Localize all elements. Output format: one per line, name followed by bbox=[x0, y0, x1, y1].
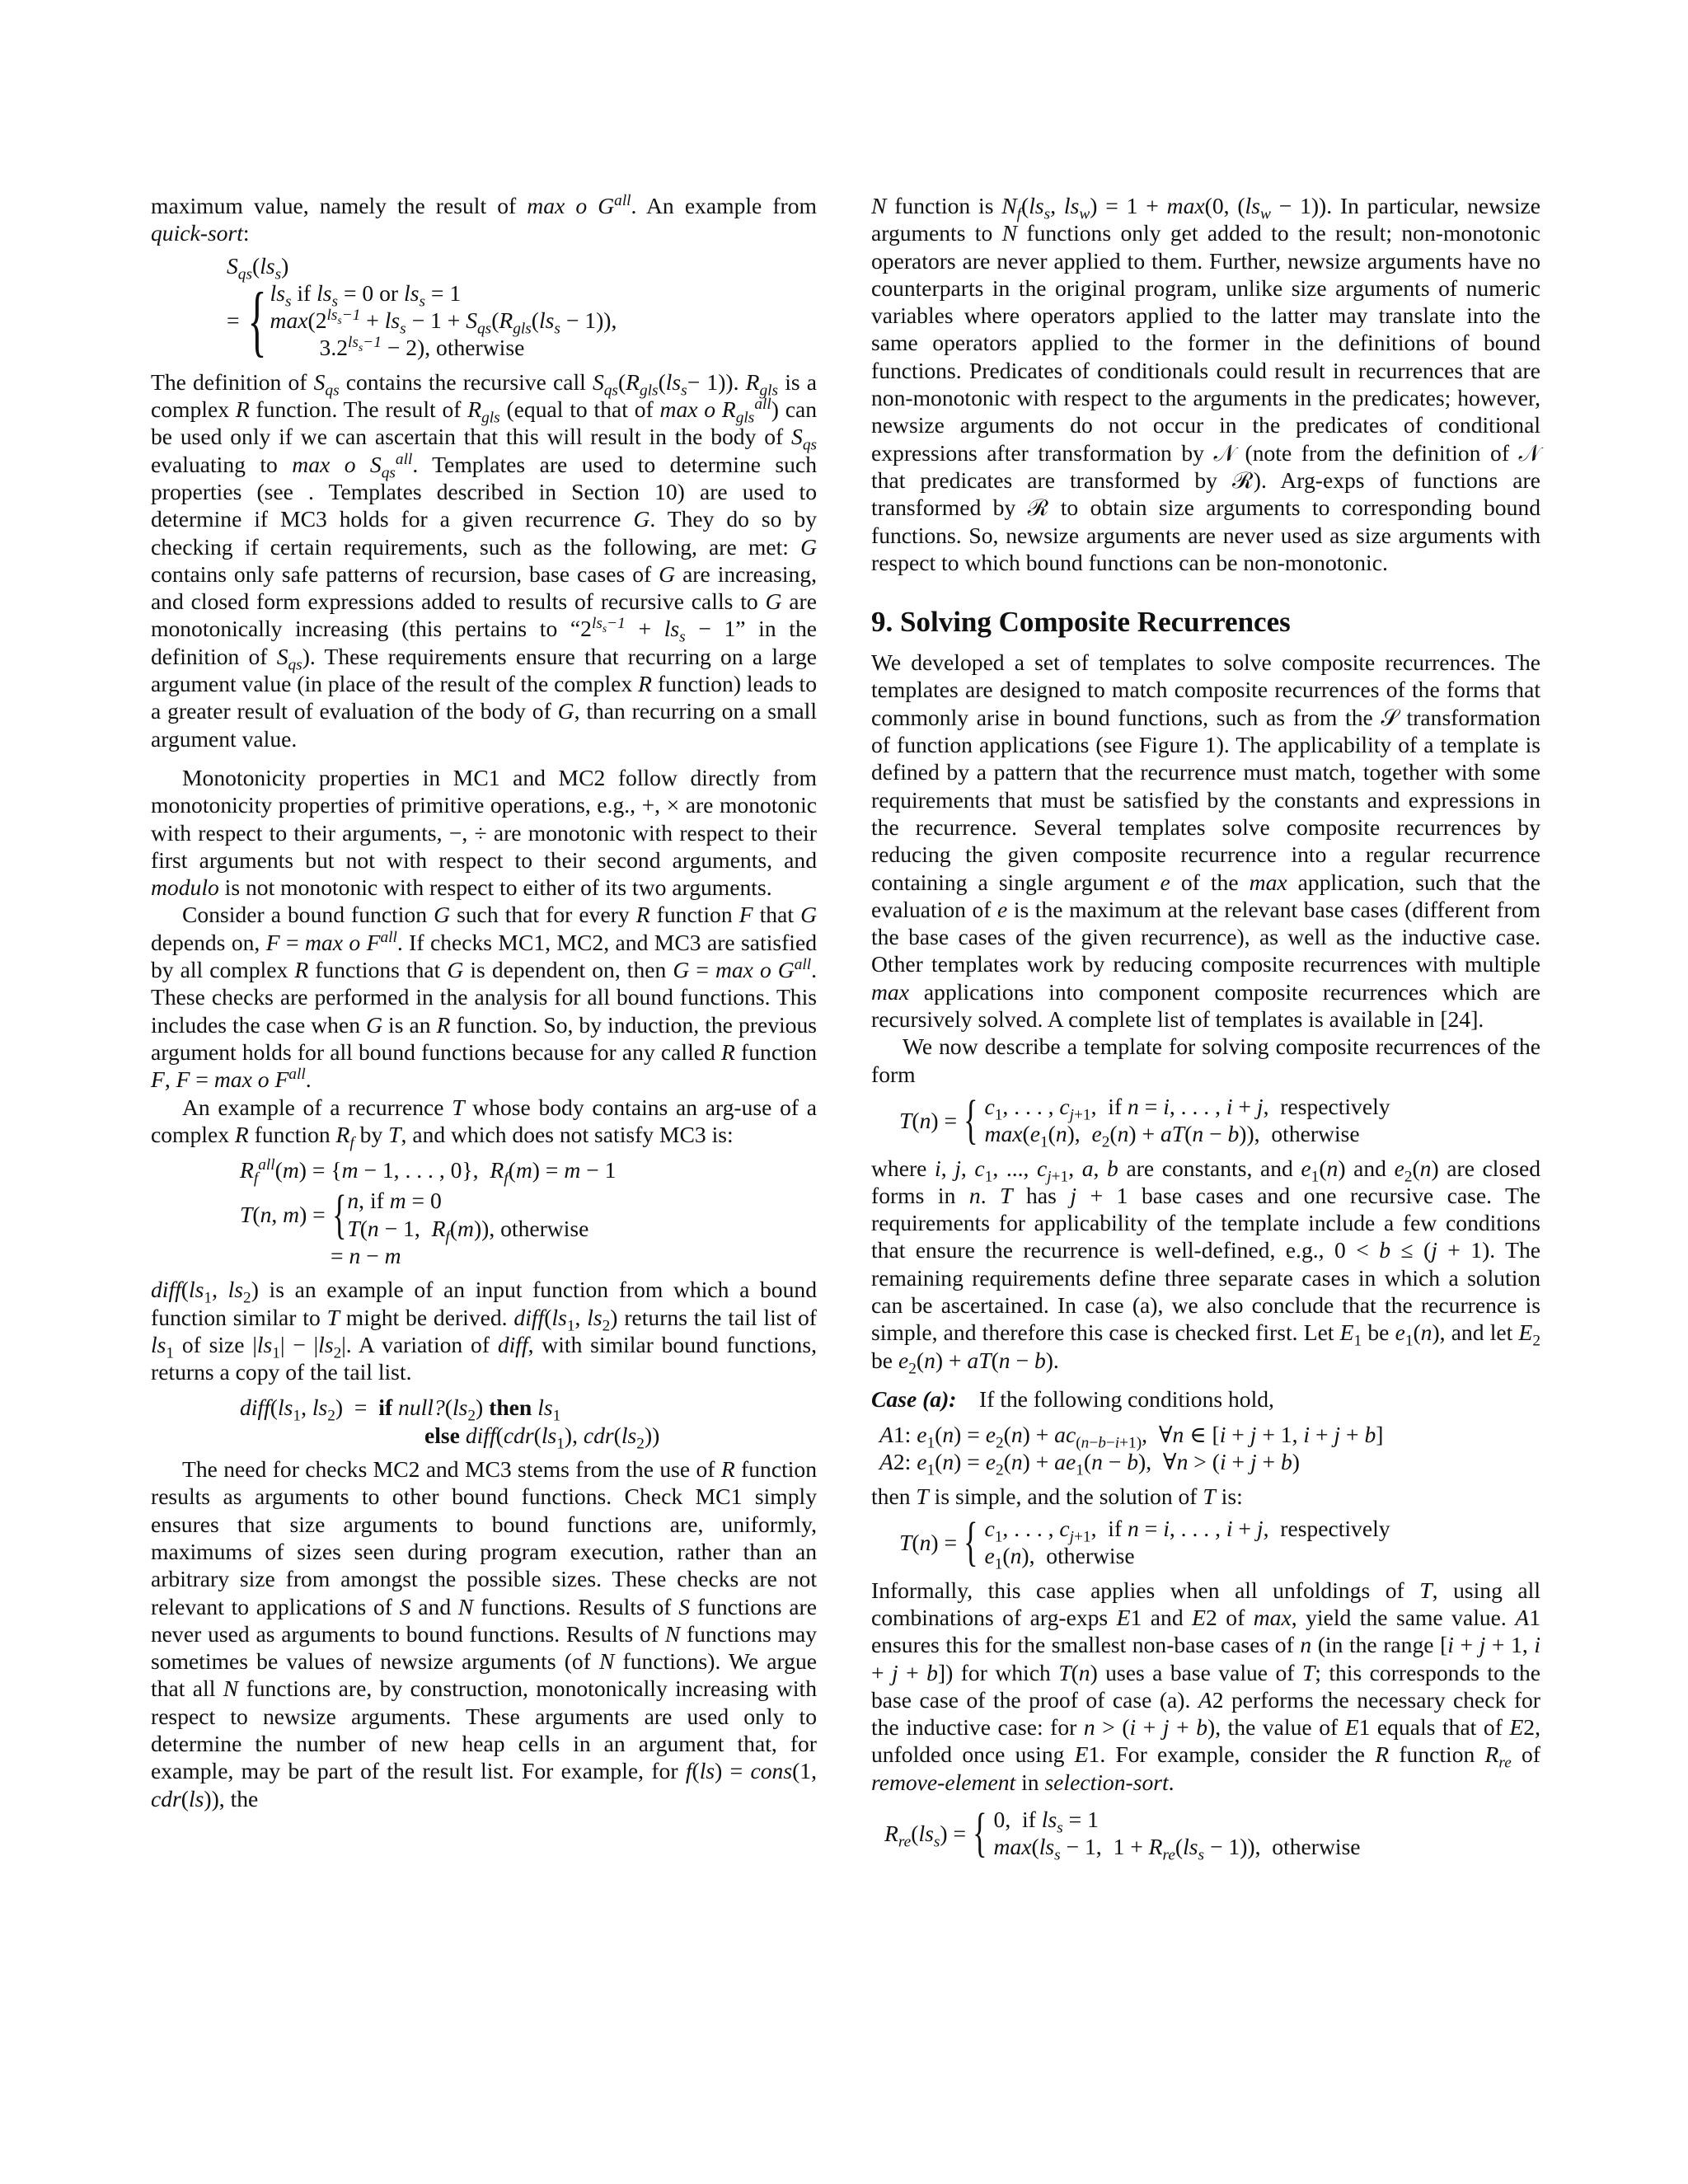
paragraph-where: where i, j, $c_1$, ..., $c_{j+1}$, a, b are constants, and $e_1(n)$ and $e_2(n)$ are closed forms in n. T has j + 1 base cases and one recursive case. The requirements for applicability of the template include a few conditions that ensure the recurrence is well-defined, e.g., 0 < b ≤ (j + 1). The remaining requirements define three separate cases in which a solution can be ascertained. In case (a), we also conclude that the recurrence is simple, and therefore this case is checked first. Let $E_1$ be $e_1(n)$, and let $E_2$ be $e_2(n) + aT(n - b)$. bbox=[871, 1155, 1541, 1378]
paragraph-describe: We now describe a template for solving composite recurrences of the form bbox=[871, 1033, 1540, 1087]
section-heading: 9. Solving Composite Recurrences bbox=[871, 606, 1291, 639]
equation-rf-t: $R_f^{all}(m) = \{m - 1$, . . . , 0}, $R_f(m) = m - 1$ T(n, m) = { n, if m = 0 T(n − 1, $R_f(m)$), otherwise = n − m bbox=[240, 1155, 617, 1268]
paragraph-diff: $diff(ls_1$, $ls_2$) is an example of an input function from which a bound function similar to T might be derived. $diff(ls_1$, $ls_2$) returns the tail list of $ls_1$ of size $|ls_1| - |ls_2|$. A variation of diff, with similar bound functions, returns a copy of the tail list. bbox=[151, 1277, 817, 1385]
equation-sqs: $S_{qs}(ls_s)$ = { $ls_s$ if $ls_s = 0$ or $ls_s = 1$ $\max(2^{ls_s-1} + ls_s - 1 + S_{qs}(R_{gls}(ls_s - 1))$, $3.2^{ls_s-1} - 2$), otherwise bbox=[227, 252, 617, 364]
paragraph-then: then T is simple, and the solution of T is: bbox=[871, 1483, 1243, 1509]
paragraph-monotonicity: Monotonicity properties in MC1 and MC2 follow directly from monotonicity properties of primitive operations, e.g., +, × are monotonic with respect to their arguments, −, ÷ are monotonic with respect to their first arguments but not with respect to their second arguments, and modulo is not monotonic with respect to either of its two arguments. bbox=[151, 764, 817, 901]
equation-solution: T(n) = { $c_1$, . . . , $c_{j+1}$, if n = i, . . . , i + j, respectively $e_1(n)$, otherwise bbox=[899, 1511, 1390, 1573]
case-a: Case (a): If the following conditions hold, bbox=[871, 1385, 1274, 1412]
paragraph-continued: N function is $N_f(ls_s$, $ls_w) = 1 + \max(0$, $(ls_w - 1)$). In particular, newsize arguments to N functions only get added to the result; non-monotonic operators are never applied to them. Further, newsize arguments have no counterparts in the original program, unlike size arguments of numeric variables where operators applied to the latter may translate into the same operators applied to the former in the definitions of bound functions. Predicates of conditionals could result in recurrences that are non-monotonic with respect to the arguments in the predicates; however, newsize arguments do not occur in the predicates of conditional expressions after transformation by 𝒩 (note from the definition of 𝒩 that predicates are transformed by ℛ). Arg-exps of functions are transformed by ℛ to obtain size arguments to corresponding bound functions. So, newsize arguments are never used as size arguments with respect to which bound functions can be non-monotonic. bbox=[871, 193, 1540, 575]
paragraph-consider: Consider a bound function G such that for every R function F that G depends on, F = max o $F^{all}$. If checks MC1, MC2, and MC3 are satisfied by all complex R functions that G is dependent on, then G = max o $G^{all}$. These checks are performed in the analysis for all bound functions. This includes the case when G is an R function. So, by induction, the previous argument holds for all bound functions because for any called R function F, F = max o $F^{all}$. bbox=[151, 902, 818, 1093]
equation-rre: $R_{re}(ls_s)$ = { 0, if $ls_s = 1$ $\max(ls_s - 1$, $1 + R_{re}(ls_s - 1)$), otherwise bbox=[884, 1802, 1361, 1864]
paragraph-example: An example of a recurrence T whose body contains an arg-use of a complex R function $R_f$ by T, and which does not satisfy MC3 is: bbox=[151, 1094, 817, 1152]
paragraph-intro: maximum value, namely the result of max o $G^{all}$. An example from quick-sort: bbox=[151, 191, 817, 246]
conditions-a1-a2: A1: $e_1(n) = e_2(n) + ac_{(n-b-i+1)}$, ∀n ∈ [i + j + 1, i + j + b] A2: $e_1(n) = e_2(n) + ae_1(n - b)$, ∀n > (i + j + b) bbox=[879, 1422, 1384, 1479]
paragraph-definition: The definition of $S_{qs}$ contains the recursive call $S_{qs}(R_{gls}(ls_s- 1))$. $R_{gls}$ is a complex R function. The result of $R_{gls}$ (equal to that of max o $R_{gls}^{all}$) can be used only if we can ascertain that this will result in the body of $S_{qs}$ evaluating to max o $S_{qs}^{all}$. Templates are used to determine such properties (see . Templates described in Section 10) are used to determine if MC3 holds for a given recurrence G. They do so by checking if certain requirements, such as the following, are met: G contains only safe patterns of recursion, base cases of G are increasing, and closed form expressions added to results of recursive calls to G are monotonically increasing (this pertains to “$2^{ls_s-1} + ls_s - 1$” in the definition of $S_{qs}$). These requirements ensure that recurring on a large argument value (in place of the result of the complex R function) leads to a greater result of evaluation of the body of G, than recurring on a small argument value. bbox=[151, 368, 817, 752]
right-column bbox=[871, 192, 1540, 1868]
equation-tn-form: T(n) = { $c_1$, . . . , $c_{j+1}$, if n = i, . . . , i + j, respectively $\max(e_1(n)$, $e_2(n) + aT(n - b)$), otherwise bbox=[899, 1090, 1390, 1151]
left-column bbox=[151, 192, 817, 1812]
paragraph-templates: We developed a set of templates to solve composite recurrences. The templates are designed to match composite recurrences of the forms that commonly arise in bound functions, such as from the 𝒮 transformation of function applications (see Figure 1). The applicability of a template is defined by a pattern that the recurrence must match, together with some requirements that must be satisfied by the constants and expressions in the recurrence. Several templates solve composite recurrences by reducing the given composite recurrence into a regular recurrence containing a single argument e of the max application, such that the evaluation of e is the maximum at the relevant base cases (different from the base cases of the given recurrence), as well as the inductive case. Other templates work by reducing composite recurrences with multiple max applications into component composite recurrences which are recursively solved. A complete list of templates is available in [24]. bbox=[871, 649, 1540, 1033]
equation-diff: $diff(ls_1$, $ls_2$) = if $null?(ls_2)$ then $ls_1$ else $diff(cdr(ls_1)$, $cdr(ls_2)$) bbox=[240, 1394, 660, 1453]
paragraph-need: The need for checks MC2 and MC3 stems from the use of R function results as arguments to other bound functions. Check MC1 simply ensures that size arguments to bound functions are, uniformly, maximums of sizes seen during program execution, rather than an arbitrary size from amongst the possible sizes. These checks are not relevant to applications of S and N functions. Results of S functions are never used as arguments to bound functions. Results of N functions may sometimes be values of newsize arguments (of N functions). We argue that all N functions are, by construction, monotonically increasing with respect to newsize arguments. These arguments are used only to determine the number of new heap cells in an argument that, for example, may be part of the result list. For example, for f(ls) = cons(1, cdr(ls)), the bbox=[151, 1456, 818, 1811]
paragraph-informally: Informally, this case applies when all unfoldings of T, using all combinations of arg-exps E1 and E2 of max, yield the same value. A1 ensures this for the smallest non-base cases of n (in the range [i + j + 1, i + j + b]) for which T(n) uses a base value of T; this corresponds to the base case of the proof of case (a). A2 performs the necessary check for the inductive case: for n > (i + j + b), the value of E1 equals that of E2, unfolded once using E1. For example, consider the R function $R_{re}$ of remove-element in selection-sort. bbox=[871, 1577, 1541, 1795]
